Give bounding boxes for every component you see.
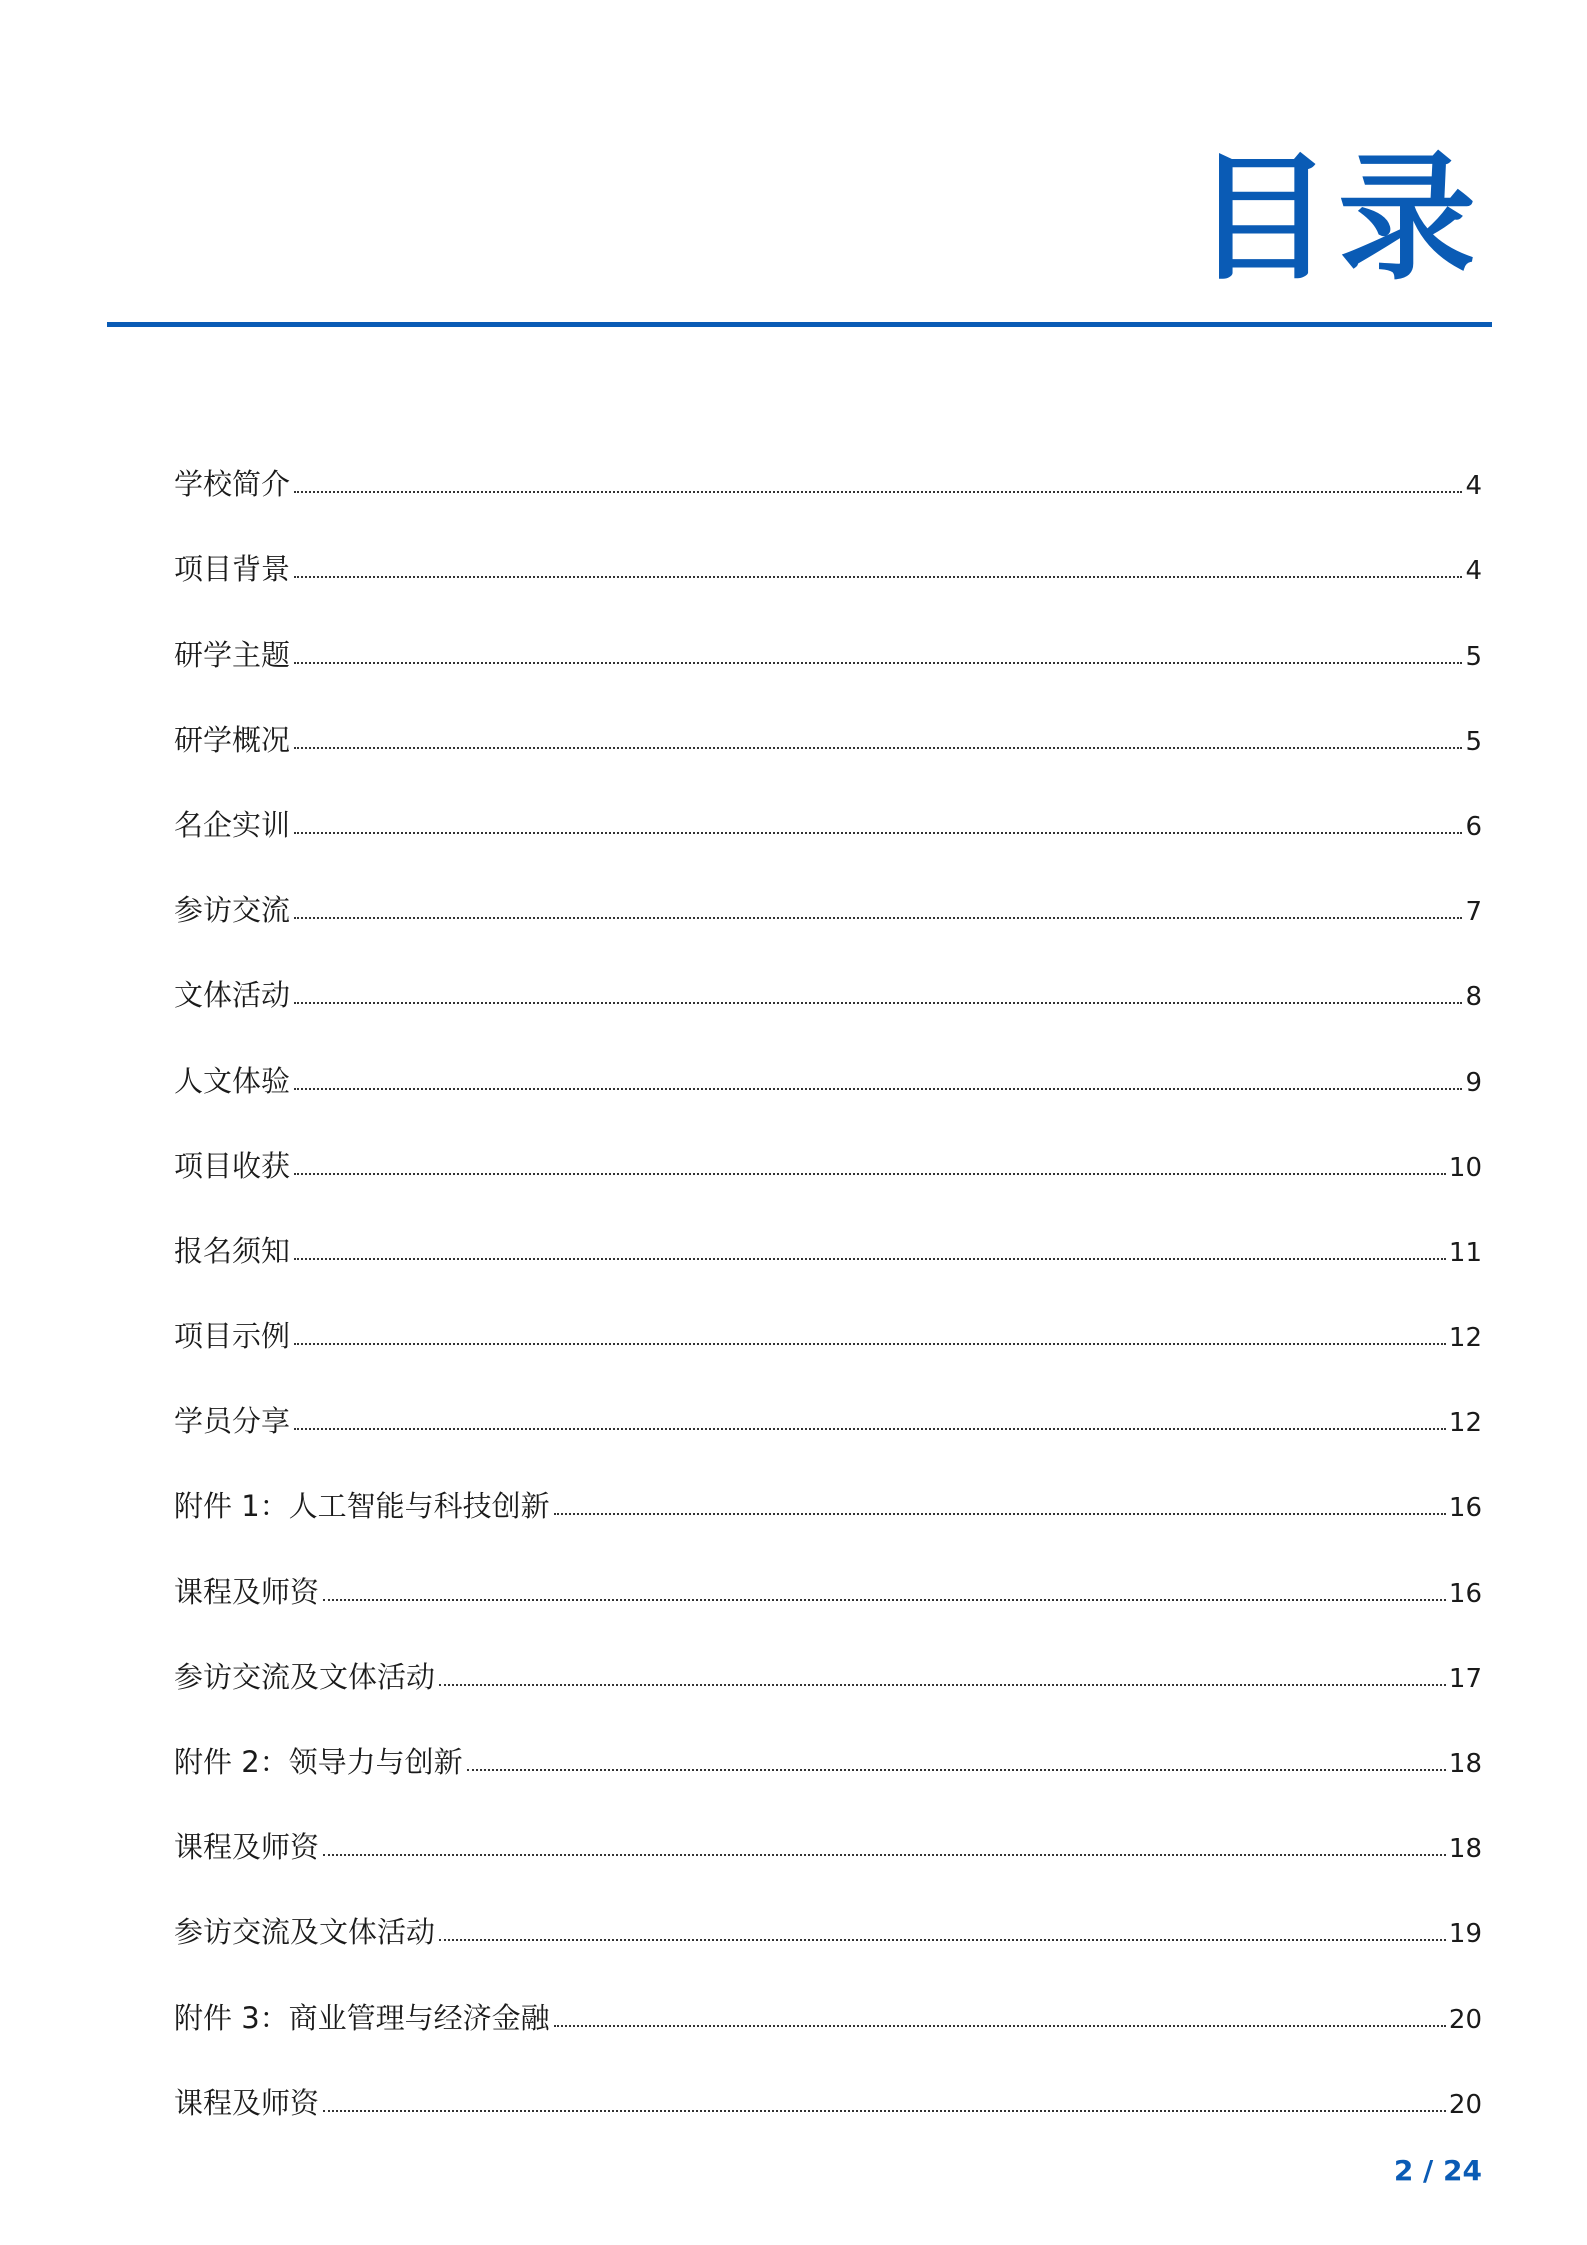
toc-entry-page: 16 [1448, 1578, 1482, 1609]
dot-leader [294, 832, 1462, 834]
toc-entry[interactable] [174, 414, 1482, 502]
dot-leader [294, 1088, 1462, 1090]
toc-entry-label: 课程及师资 [174, 1574, 320, 1609]
dot-leader [554, 2025, 1446, 2027]
toc-entry-page: 8 [1465, 982, 1482, 1013]
toc-entry-label: 参访交流 [174, 893, 291, 928]
dot-leader [294, 491, 1462, 493]
toc-entry-label: 名企实训 [174, 807, 291, 842]
toc-entry[interactable] [174, 925, 1482, 1013]
dot-leader [294, 1002, 1462, 1004]
toc-entry-page: 10 [1448, 1152, 1482, 1183]
toc-entry-label: 附件 2：领导力与创新 [174, 1745, 463, 1779]
toc-entry[interactable] [174, 1181, 1482, 1266]
toc-entry-page: 12 [1448, 1408, 1482, 1439]
toc-entry[interactable] [174, 584, 1482, 672]
toc-entry[interactable] [174, 499, 1482, 587]
toc-entry-page: 20 [1448, 2004, 1482, 2035]
page-number: 2 / 24 [1393, 2154, 1482, 2187]
toc-entry[interactable] [174, 1777, 1482, 1865]
toc-entry[interactable] [174, 1096, 1482, 1181]
toc-entry[interactable] [174, 2033, 1482, 2118]
toc-entry-label: 学校简介 [174, 467, 291, 502]
toc-entry[interactable] [174, 1607, 1482, 1692]
toc-entry[interactable] [174, 840, 1482, 928]
toc-entry-page: 12 [1448, 1323, 1482, 1354]
toc-entry-page: 5 [1465, 726, 1482, 757]
toc-entry[interactable] [174, 1862, 1482, 1950]
dot-leader [294, 1258, 1446, 1260]
toc-entry[interactable] [174, 1947, 1482, 2035]
toc-entry-page: 5 [1465, 641, 1482, 672]
toc-entry-label: 附件 3：商业管理与经济金融 [174, 2000, 550, 2035]
dot-leader [554, 1513, 1446, 1515]
toc-entry-page: 20 [1448, 2089, 1482, 2120]
dot-leader [467, 1769, 1446, 1771]
dot-leader [439, 1684, 1446, 1686]
toc-entry-label: 课程及师资 [174, 2085, 320, 2120]
toc-entry-page: 18 [1448, 1834, 1482, 1865]
toc-entry[interactable] [174, 1692, 1482, 1777]
dot-leader [294, 1173, 1446, 1175]
title-divider [107, 322, 1492, 327]
toc-entry-label: 参访交流及文体活动 [174, 1659, 436, 1694]
dot-leader [294, 1343, 1446, 1345]
toc-entry-page: 4 [1465, 556, 1482, 587]
dot-leader [439, 1939, 1446, 1941]
toc-entry[interactable] [174, 1266, 1482, 1354]
toc-entry-page: 9 [1465, 1067, 1482, 1098]
toc-entry[interactable] [174, 670, 1482, 755]
toc-entry-label: 参访交流及文体活动 [174, 1915, 436, 1950]
toc-entry[interactable] [174, 1351, 1482, 1439]
toc-entry-label: 项目示例 [174, 1319, 291, 1354]
toc-entry-page: 11 [1448, 1237, 1482, 1268]
toc-entry-page: 7 [1465, 897, 1482, 928]
toc-entry-label: 研学概况 [174, 722, 291, 757]
toc-entry-page: 18 [1448, 1749, 1482, 1779]
toc-entry-label: 研学主题 [174, 637, 291, 672]
toc-entry-label: 报名须知 [174, 1233, 291, 1268]
toc-entry-page: 17 [1448, 1663, 1482, 1694]
dot-leader [294, 576, 1462, 578]
toc-entry[interactable] [174, 1010, 1482, 1098]
toc-entry-label: 课程及师资 [174, 1830, 320, 1865]
toc-entry[interactable] [174, 1521, 1482, 1609]
toc-entry-page: 19 [1448, 1919, 1482, 1950]
toc-entry-page: 4 [1465, 471, 1482, 502]
dot-leader [294, 917, 1462, 919]
page-title: 目录 [1193, 138, 1482, 299]
toc-entry-label: 附件 1：人工智能与科技创新 [174, 1489, 550, 1524]
dot-leader [294, 1428, 1446, 1430]
toc-entry-page: 6 [1465, 811, 1482, 842]
toc-entry[interactable] [174, 1436, 1482, 1524]
dot-leader [294, 747, 1462, 749]
dot-leader [294, 662, 1462, 664]
toc-entry-label: 学员分享 [174, 1404, 291, 1439]
table-of-contents [174, 414, 1482, 2118]
toc-entry-label: 人文体验 [174, 1063, 291, 1098]
toc-entry-label: 文体活动 [174, 978, 291, 1013]
dot-leader [323, 1854, 1446, 1856]
toc-entry[interactable] [174, 755, 1482, 840]
toc-entry-page: 16 [1448, 1493, 1482, 1524]
toc-entry-label: 项目收获 [174, 1148, 291, 1183]
dot-leader [323, 2110, 1446, 2112]
dot-leader [323, 1599, 1446, 1601]
toc-entry-label: 项目背景 [174, 552, 291, 587]
